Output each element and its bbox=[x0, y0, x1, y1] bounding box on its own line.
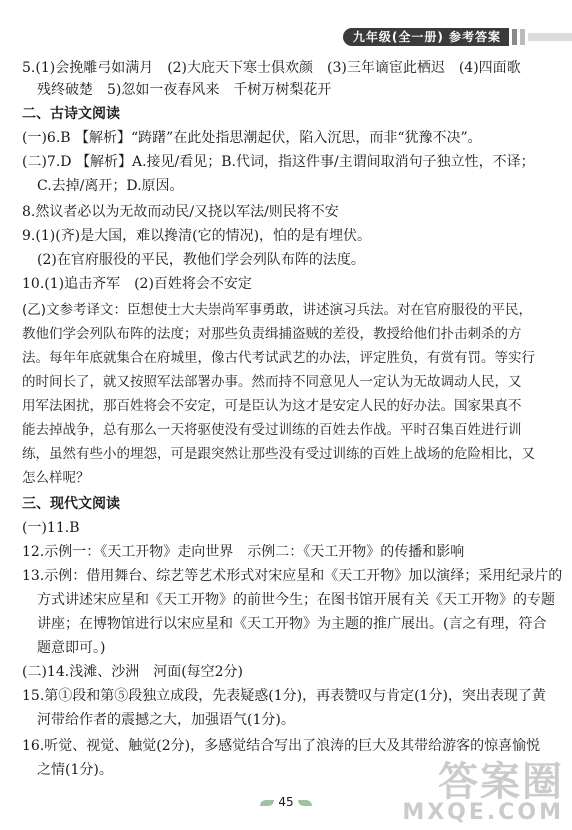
text-line: 16.听觉、视觉、触觉(2分)，多感觉结合写出了浪涛的巨大及其带给游客的惊喜愉悦 bbox=[22, 738, 541, 754]
header-title: 九年级(全一册) 参考答案 bbox=[343, 28, 509, 46]
text-line: 三、现代文阅读 bbox=[22, 496, 120, 512]
text-line: 残终破楚 5)忽如一夜春风来 千树万树梨花开 bbox=[37, 82, 332, 98]
text-line: 用军法困扰，那百姓将会不安定，可是臣认为这才是安定人民的好办法。国家果真不 bbox=[22, 398, 522, 414]
text-line: 怎么样呢？ bbox=[22, 470, 90, 486]
watermark bbox=[402, 759, 564, 825]
text-line: C.去掉/离开；D.原因。 bbox=[37, 178, 184, 194]
text-line: (二)7.D 【解析】A.接见/看见；B.代词，指这件事/主谓间取消句子独立性，不译； bbox=[22, 154, 535, 170]
text-line: 题意即可。) bbox=[37, 640, 106, 656]
text-line: 8.然议者必以为无故而动民/又挠以军法/则民将不安 bbox=[22, 204, 339, 220]
leaf-icon bbox=[260, 800, 274, 806]
text-line: (一)6.B 【解析】“踌躇”在此处指思潮起伏，陷入沉思，而非“犹豫不决”。 bbox=[22, 130, 482, 146]
text-line: 练，虽然有些小的埋怨，可是跟突然让那些没有受过训练的百姓上战场的危险相比，又 bbox=[22, 446, 535, 462]
watermark-url: MXQE.COM bbox=[402, 800, 564, 825]
text-line: 二、古诗文阅读 bbox=[22, 106, 120, 122]
text-line: 法。每年年底就集合在府城里，像古代考试武艺的办法，评定胜负，有赏有罚。等实行 bbox=[22, 350, 535, 366]
text-line: 讲座；在博物馆进行以宋应星和《天工开物》为主题的推广展出。(言之有理，符合 bbox=[37, 616, 547, 632]
text-line: 15.第①段和第⑤段独立成段，先表疑惑(1分)，再表赞叹与肯定(1分)，突出表现了黄 bbox=[22, 688, 546, 704]
text-line: 10.(1)追击齐军 (2)百姓将会不安定 bbox=[22, 276, 252, 292]
text-line: 9.(1)(齐)是大国，难以搀清(它的情况)，怕的是有埋伏。 bbox=[22, 228, 372, 244]
text-line: (二)14.浅滩、沙洲 河面(每空2分) bbox=[22, 664, 244, 680]
text-line: (一)11.B bbox=[22, 520, 80, 536]
watermark-logo: 答案圈 bbox=[438, 759, 564, 805]
text-line: 能去掉战争，总有那么一天将驱使没有受过训练的百姓去作战。平时召集百姓进行训 bbox=[22, 422, 522, 438]
leaf-icon bbox=[298, 800, 312, 806]
text-line: 方式讲述宋应星和《天工开物》的前世今生；在图书馆开展有关《天工开物》的专题 bbox=[37, 592, 555, 608]
text-line: 13.示例：借用舞台、综艺等艺术形式对宋应星和《天工开物》加以演绎；采用纪录片的 bbox=[22, 568, 563, 584]
text-line: (乙)文参考译文：臣想使士大夫崇尚军事勇敢，讲述演习兵法。对在官府服役的平民， bbox=[22, 302, 533, 318]
text-line: 12.示例一：《天工开物》走向世界 示例二：《天工开物》的传播和影响 bbox=[22, 544, 465, 560]
page-number: 45 bbox=[278, 795, 294, 809]
text-line: 之情(1分)。 bbox=[37, 762, 113, 778]
page-header bbox=[343, 28, 572, 46]
text-line: 5.(1)会挽雕弓如满月 (2)大庇天下寒士俱欢颜 (3)三年谪宦此栖迟 (4)四面歌 bbox=[22, 60, 521, 76]
header-decoration bbox=[520, 29, 525, 45]
header-decoration bbox=[512, 29, 517, 45]
text-line: (2)在官府服役的平民，教他们学会列队布阵的法度。 bbox=[37, 252, 365, 268]
text-line: 河带给作者的震撼之大，加强语气(1分)。 bbox=[37, 712, 295, 728]
header-decoration bbox=[528, 33, 572, 41]
text-line: 教他们学会列队布阵的法度；对那些负责缉捕盗贼的差役，教授给他们扑击刺杀的方 bbox=[22, 326, 522, 342]
text-line: 的时间长了，就又按照军法部署办事。然而持不同意见人一定认为无故调动人民，又 bbox=[22, 374, 522, 390]
